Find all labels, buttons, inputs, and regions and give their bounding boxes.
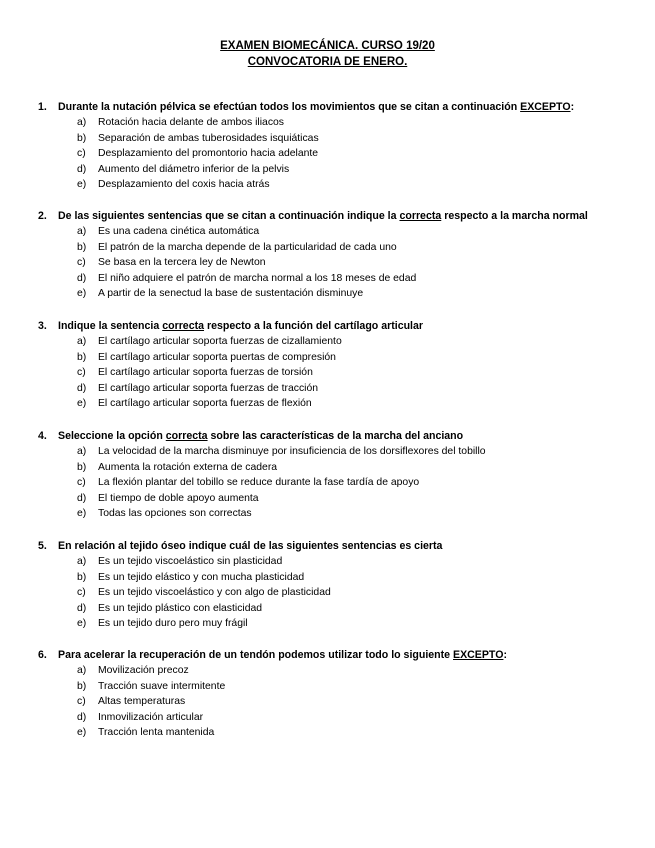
question-text: Indique la sentencia bbox=[58, 320, 163, 332]
option-letter: e) bbox=[77, 398, 87, 410]
option-text: Altas temperaturas bbox=[98, 696, 186, 708]
answer-option bbox=[38, 663, 638, 679]
option-text: Es un tejido viscoelástico sin plasticidad bbox=[98, 556, 283, 567]
option-letter: c) bbox=[77, 696, 86, 708]
answer-option bbox=[38, 240, 638, 256]
question-number: 4. bbox=[38, 430, 47, 442]
option-text: Es un tejido plástico con elasticidad bbox=[98, 602, 263, 614]
option-text: Aumento del diámetro inferior de la pelvis bbox=[98, 163, 290, 175]
answer-option bbox=[38, 585, 638, 601]
option-letter: d) bbox=[77, 382, 87, 394]
question-number: 2. bbox=[38, 210, 47, 222]
answer-option bbox=[38, 601, 638, 617]
question-number: 1. bbox=[38, 101, 47, 113]
question-text-end: sobre las características de la marcha del anciano bbox=[207, 430, 464, 442]
answer-option bbox=[38, 162, 638, 178]
option-text: El tiempo de doble apoyo aumenta bbox=[98, 492, 259, 504]
answer-option bbox=[38, 460, 638, 476]
option-letter: d) bbox=[77, 492, 87, 504]
question-emphasis: correcta bbox=[162, 320, 205, 332]
option-letter: e) bbox=[77, 508, 87, 520]
answer-option bbox=[38, 506, 638, 522]
question-text: En relación al tejido óseo indique cuál de las siguientes sentencias es cierta bbox=[58, 540, 443, 552]
question-text-end: respecto a la marcha normal bbox=[441, 210, 588, 222]
option-letter: b) bbox=[77, 461, 87, 473]
answer-option bbox=[38, 334, 638, 350]
option-text: El cartílago articular soporta fuerzas de flexión bbox=[98, 398, 312, 410]
option-letter: b) bbox=[77, 241, 87, 253]
question-6 bbox=[38, 648, 638, 741]
question-text-end: : bbox=[503, 649, 507, 661]
question-3 bbox=[38, 319, 638, 412]
option-letter: c) bbox=[77, 477, 86, 489]
option-text: La flexión plantar del tobillo se reduce durante la fase tardía de apoyo bbox=[98, 477, 420, 489]
option-letter: b) bbox=[77, 680, 87, 692]
question-emphasis: correcta bbox=[399, 210, 442, 222]
option-text: Tracción suave intermitente bbox=[98, 680, 226, 692]
option-text: El patrón de la marcha depende de la particularidad de cada uno bbox=[98, 241, 397, 253]
option-letter: b) bbox=[77, 132, 87, 144]
question-number: 5. bbox=[38, 540, 47, 552]
question-text: Para acelerar la recuperación de un tendón podemos utilizar todo lo siguiente bbox=[58, 649, 453, 661]
answer-option bbox=[38, 491, 638, 507]
question-text: De las siguientes sentencias que se citan a continuación indique la bbox=[58, 210, 400, 222]
question-stem bbox=[38, 539, 638, 553]
question-stem bbox=[38, 648, 638, 662]
answer-option bbox=[38, 554, 638, 570]
answer-option bbox=[38, 271, 638, 287]
answer-option bbox=[38, 255, 638, 271]
answer-option bbox=[38, 350, 638, 366]
answer-option bbox=[38, 224, 638, 240]
option-letter: c) bbox=[77, 148, 86, 160]
option-letter: e) bbox=[77, 288, 87, 300]
option-text: Es un tejido elástico y con mucha plasticidad bbox=[98, 571, 305, 583]
option-letter: e) bbox=[77, 727, 87, 739]
option-text: Desplazamiento del coxis hacia atrás bbox=[98, 179, 270, 191]
answer-option bbox=[38, 286, 638, 302]
option-letter: d) bbox=[77, 272, 87, 284]
answer-option bbox=[38, 570, 638, 586]
option-text: Movilización precoz bbox=[98, 665, 189, 676]
question-number: 6. bbox=[38, 649, 47, 661]
question-emphasis: correcta bbox=[165, 430, 208, 442]
answer-option bbox=[38, 396, 638, 412]
answer-option bbox=[38, 616, 638, 632]
answer-option bbox=[38, 725, 638, 741]
answer-option bbox=[38, 444, 638, 460]
question-emphasis: EXCEPTO bbox=[520, 101, 571, 113]
option-text: Todas las opciones son correctas bbox=[98, 508, 252, 520]
option-text: La velocidad de la marcha disminuye por insuficiencia de los dorsiflexores del tobillo bbox=[98, 446, 486, 457]
option-letter: c) bbox=[77, 257, 86, 269]
question-text-end: respecto a la función del cartílago articular bbox=[204, 320, 424, 332]
option-letter: a) bbox=[77, 117, 87, 128]
question-1 bbox=[38, 100, 638, 193]
answer-option bbox=[38, 146, 638, 162]
question-text-end: : bbox=[570, 101, 575, 113]
option-text: Aumenta la rotación externa de cadera bbox=[98, 461, 278, 473]
question-5 bbox=[38, 539, 638, 632]
option-letter: a) bbox=[77, 665, 87, 676]
answer-option bbox=[38, 131, 638, 147]
option-text: El cartílago articular soporta fuerzas de tracción bbox=[98, 382, 319, 394]
option-letter: b) bbox=[77, 351, 87, 363]
question-4 bbox=[38, 429, 638, 522]
answer-option bbox=[38, 177, 638, 193]
option-letter: e) bbox=[77, 179, 87, 191]
answer-option bbox=[38, 475, 638, 491]
option-letter: a) bbox=[77, 336, 87, 347]
question-stem bbox=[38, 319, 638, 333]
question-number: 3. bbox=[38, 320, 47, 332]
question-stem bbox=[38, 209, 638, 223]
question-text: Seleccione la opción bbox=[58, 430, 166, 442]
exam-subtitle: CONVOCATORIA DE ENERO. bbox=[247, 56, 408, 68]
answer-option bbox=[38, 115, 638, 131]
option-text: Inmovilización articular bbox=[98, 711, 204, 723]
option-letter: a) bbox=[77, 446, 87, 457]
option-letter: d) bbox=[77, 602, 87, 614]
option-text: A partir de la senectud la base de sustentación disminuye bbox=[98, 288, 364, 300]
option-text: El cartílago articular soporta fuerzas de torsión bbox=[98, 367, 313, 379]
exam-title: EXAMEN BIOMECÁNICA. CURSO 19/20 bbox=[220, 40, 435, 52]
option-letter: e) bbox=[77, 618, 87, 630]
question-stem bbox=[38, 429, 638, 443]
option-letter: c) bbox=[77, 587, 86, 599]
question-text: Durante la nutación pélvica se efectúan todos los movimientos que se citan a continuación bbox=[58, 101, 521, 113]
option-text: Separación de ambas tuberosidades isquiáticas bbox=[98, 132, 319, 144]
question-stem bbox=[38, 100, 638, 114]
option-text: Es una cadena cinética automática bbox=[98, 226, 260, 237]
answer-option bbox=[38, 381, 638, 397]
option-text: Rotación hacia delante de ambos iliacos bbox=[98, 117, 284, 128]
answer-option bbox=[38, 710, 638, 726]
option-text: El cartílago articular soporta puertas de compresión bbox=[98, 351, 336, 363]
option-text: El cartílago articular soporta fuerzas de cizallamiento bbox=[98, 336, 342, 347]
option-text: Desplazamiento del promontorio hacia adelante bbox=[98, 148, 319, 160]
answer-option bbox=[38, 365, 638, 381]
option-text: Es un tejido duro pero muy frágil bbox=[98, 618, 248, 630]
option-text: Se basa en la tercera ley de Newton bbox=[98, 257, 266, 269]
option-letter: d) bbox=[77, 163, 87, 175]
question-2 bbox=[38, 209, 638, 302]
option-text: Tracción lenta mantenida bbox=[98, 727, 215, 739]
option-letter: a) bbox=[77, 226, 87, 237]
option-letter: d) bbox=[77, 711, 87, 723]
option-text: Es un tejido viscoelástico y con algo de plasticidad bbox=[98, 587, 331, 599]
option-letter: b) bbox=[77, 571, 87, 583]
answer-option bbox=[38, 679, 638, 695]
option-letter: c) bbox=[77, 367, 86, 379]
answer-option bbox=[38, 694, 638, 710]
option-letter: a) bbox=[77, 556, 87, 567]
question-emphasis: EXCEPTO bbox=[453, 649, 504, 661]
option-text: El niño adquiere el patrón de marcha normal a los 18 meses de edad bbox=[98, 272, 417, 284]
